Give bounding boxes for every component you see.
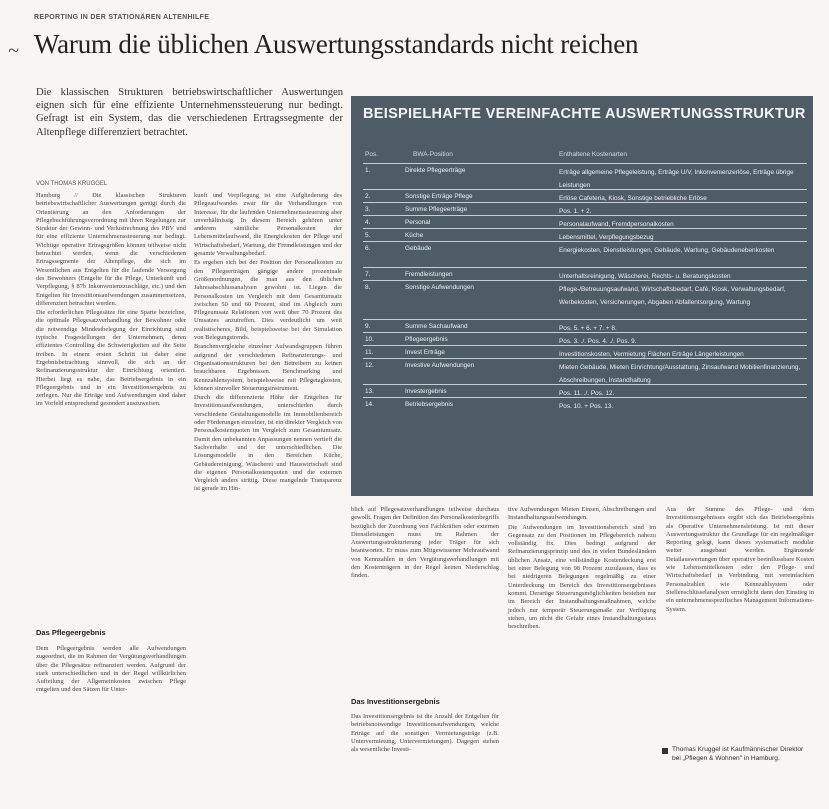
row-position: Fremdleistungen — [405, 271, 453, 278]
row-position: Gebäude — [405, 245, 432, 252]
col4-paragraph-1: tive Aufwendungen Mieten Einsen, Abschreibungen und Instandhaltungsaufwendungen. — [508, 506, 656, 522]
col2-paragraph-3: Branchenvergleiche einzelner Aufwandsgruppen führen aufgrund der verschiedenen Refinanzierungs- und Organisationsstrukturen bei den Betreibern zu keinen brauchbaren Ergebnissen. Benchmarking und Kennzahlensystem, beispielsweise mit Pflegetagkosten, können sinnvoller Steuerungsinstrument. — [194, 343, 342, 392]
row-position: Personal — [405, 219, 431, 226]
row-position: Pflegeergebnis — [405, 336, 448, 343]
header-pos: Pos. — [365, 151, 379, 158]
row-position: Sonstige Erträge Pflege — [405, 193, 473, 200]
column-1 — [36, 192, 186, 409]
table-row — [363, 267, 807, 281]
row-position: Sonstige Aufwendungen — [405, 284, 474, 291]
row-content: Personalaufwand, Fremdpersonalkosten — [559, 221, 674, 228]
row-content: Unterhaltsreinigung, Wäscherei, Rechts- u. Beratungskosten — [559, 273, 731, 280]
lead-paragraph: Die klassischen Strukturen betriebswirtschaftlicher Auswertungen eignen sich für eine effiziente Unternehmenssteuerung nur bedingt. Gefragt ist ein System, das die verschiedenen Ertragssegmente der Altenpflege differenziert betrachtet. — [36, 87, 343, 138]
row-pos: 5. — [365, 232, 371, 239]
info-box — [351, 96, 813, 496]
col4-paragraph-2: Die Aufwendungen im Investitionsbereich sind im Gegensatz zu den Positionen im Pflegebereich nahezu vollständig fix. Dies bedingt aufgrund der Refinanzierungsprinzip und des in vielen Bundesländern üblichen Ansatz, eine vollständige Kostendeckung erst bei einer Belegung von 98 Prozent zuzulassen, dass es bei niedrigeren Belegungen regelmäßig zu einer Unterdeckung im Bereich des Investitionsergebnisses kommt. Derartige Steuerungsmöglichkeiten bestehen nur im Bereich der Instandhaltungsmaßnahmen, welche jedoch nur temporär Steuerungsmaße zur Verfügung stehen, um nicht die Gefahr eines Instandhaltungsstaus beschreiben. — [508, 523, 656, 631]
table-row — [363, 163, 807, 190]
row-position: Investive Aufwendungen — [405, 362, 475, 369]
row-pos: 11. — [365, 349, 374, 356]
row-pos: 14. — [365, 401, 374, 408]
row-position: Invest Erträge — [405, 349, 445, 356]
row-position: Küche — [405, 232, 424, 239]
table-header — [363, 151, 807, 163]
header-position: BWA-Position — [413, 151, 453, 158]
header-content: Enthaltene Kostenarten — [559, 151, 627, 158]
row-content: Energiekosten, Dienstleistungen, Gebäude, Wartung, Gebäudenebenkosten — [559, 247, 775, 254]
margin-mark-icon: ~ — [8, 40, 19, 62]
table-row — [363, 384, 807, 398]
row-content: Mieten Gebäude, Mieten Einrichtung/Ausstattung, Zinsaufwand Mobilienfinanzierung, Abschreibungen, Instandhaltung — [559, 364, 801, 384]
row-pos: 9. — [365, 323, 371, 330]
table-row — [363, 397, 807, 411]
row-pos: 13. — [365, 388, 374, 395]
column-5 — [666, 506, 814, 614]
row-content: Pos. 11. ./. Pos. 12. — [559, 390, 615, 397]
row-position: Summe Sachaufwand — [405, 323, 468, 330]
table-row — [363, 345, 807, 359]
row-position: Direkte Pflegeerträge — [405, 167, 466, 174]
row-pos: 6. — [365, 245, 371, 252]
row-pos: 1. — [365, 167, 371, 174]
row-pos: 3. — [365, 206, 371, 213]
col1-paragraph-1: Hamburg // Die klassischen Strukturen betriebswirtschaftlicher Auswertungen genügt durch die Orientierung an den Anforderungen der Pflegebuchführungsverordnung mit ihren Regelungen zur Struktur der Gewinn- und Verlustrechnung des PBV und für eine effiziente Unternehmenssteuerung nur bedingt. Wichtige operative Ertragsgrößen können teilweise nicht betrachtet werden, wenn die verschiedenen Ertragssegmente der Altenpflege, die sich im Wesentlichen aus Entgelten für die laufende Versorgung des Bewohners (Entgelte für die Pflege, Unterkunft und Verpflegung, § 87b Inkonvenienzzuschläge, etc.) und den Entgelten für Investitionsaufwendungen zusammensetzen, differenziert betrachtet werden. — [36, 192, 186, 307]
row-content: Erträge allgemeine Pflegeleistung, Erträge U/V, Inkonvenienzerlöse, Erträge übrige Leistungen — [559, 169, 794, 189]
table-row — [363, 189, 807, 203]
row-pos: 4. — [365, 219, 371, 226]
row-content: Pos. 3. ./. Pos. 4. ./. Pos. 9. — [559, 338, 637, 345]
author-text: Thomas Kruggel ist Kaufmännischer Direktor bei „Pflegen & Wohnen" in Hamburg. — [672, 746, 804, 762]
table-row — [363, 332, 807, 346]
table-row — [363, 319, 807, 333]
kicker: REPORTING IN DER STATIONÄREN ALTENHILFE — [34, 14, 210, 21]
column-2 — [194, 192, 342, 494]
col1-paragraph-3: Dem Pflegeergebnis werden alle Aufwendungen zugeordnet, die im Rahmen der Vergütungsverhandlungen über die Pflegesätze refinanziert werden. Aufgrund der stark unterschiedlichen und in der Regel willkürlichen Aufteilung der Allgemeinkosten zwischen Pflege entgelten und den Sätzen für Unter- — [36, 645, 186, 694]
row-position: Investergebnis — [405, 388, 447, 395]
row-content: Pos. 5. + 6. + 7. + 8. — [559, 325, 617, 332]
col3-paragraph-2: Das Investitionsergebnis ist die Anzahl der Entgelten für betriebsnotwendige Investitionsaufwendungen, welche Erträge auf die sonstigen Vermietungsträge (z.B. Untervermietung, Untervermietungen). Dagegen stehen als wesentliche Investi- — [351, 713, 499, 754]
row-position: Betriebsergebnis — [405, 401, 453, 408]
row-content: Pflege-/Betreuungsaufwand, Wirtschaftsbedarf, Café, Kiosk, Verwaltungsbedarf, Werbekosten, Versicherungen, Abgaben Abfallentsorgung, Wartung — [559, 286, 786, 306]
row-content: Erlöse Cafeteria, Kiosk, Sonstige betriebliche Erlöse — [559, 195, 707, 202]
row-content: Lebensmittel, Verpflegungsbezug — [559, 234, 654, 241]
col5-paragraph-1: Aus der Summe des Pflege- und dem Investitionsergebnisses ergibt sich das Betriebsergebnis als Operative Unternehmensleistung. Ist mit dieser Auswertungsstruktur die Grundlage für ein regelmäßiger Reporting gelegt, kann dieses systematisch modular weiter ausgebaut werden. Ergänzende Detailauswertungen über operative beeinflussbare Kosten wie Lebensmittelkosten oder den Pflege- und Wirtschaftsbedarf in Verbindung mit vereinfachten Personalzahlen wie Kennzahlsystem oder Stellenschlüsselanalysen ermöglicht dann den Einstieg in ein unternehmensspezifisches Management Informations-System. — [666, 506, 814, 613]
table-row — [363, 202, 807, 216]
byline: VON THOMAS KRUGGEL — [36, 181, 108, 187]
col1-heading: Das Pflegeergebnis — [36, 628, 106, 637]
box-title: BEISPIELHAFTE VEREINFACHTE AUSWERTUNGSSTRUKTUR — [363, 106, 806, 122]
col2-paragraph-4: Durch die differenzierte Höhe der Entgelten für Investitionsaufwendungen, unterschieden durch verschiedene Gestaltungsmodelle im Immobilienbereich oder Förderungen einzelner, ist ein direkter Vergleich von Personalkostenquoten im Vergleich zum Gesamtumsatz. Damit den unbekannten Anpassungen nennen vertieft die Sachverhalte und der unterschiedlichen. Die Lösungsmodelle in den Bereichen Küche, Gebäudereinigung, Wäscherei und Hauswirtschaft sind die eigenen Personalkostenquoten und die externen Vergleich anders strittig. Diese mangelnde Transparenz ist gerade im Hin- — [194, 394, 342, 493]
row-content: Investitionskosten, Vermietung Flächen Erträge Längerleistungen — [559, 351, 744, 358]
col2-paragraph-1: kunft und Verpflegung ist eine Aufgliederung des Pflegeaufwandes zwar für die Verhandlungen von Interesse, für die laufenden Unternehmenssteuerung aber unverhältnissig. In diesem Bereich gehören unter anderem sämtliche Personalkosten der Lebensmittelaufwand, die Energiekosten der Pflege und Wirtschaftsbedarf, Wartung, die Fremdleistungen und der gesamte Verwaltungsbedarf. — [194, 192, 342, 258]
table-row — [363, 228, 807, 242]
row-pos: 2. — [365, 193, 371, 200]
column-3 — [351, 506, 499, 581]
table-row — [363, 358, 807, 385]
row-content: Pos. 10. + Pos. 13. — [559, 403, 614, 410]
col3-paragraph-1: blick auf Pflegesatzverhandlungen teilweise durchaus gewollt. Fragen der Definition des Personalkostenbegriffs bezüglich der Zuordnung von Fachkräften oder externen Dienstleistungen muss im Rahmen der Auswertungsstrukturierung jeder Träger für sich beantworten. Er muss zum Mitgewissener Mehraufwand von Kennzahlen in den Vergütungsverhandlungen mit den Kostenträgern in der Regel keinen Niederschlag finden. — [351, 506, 499, 580]
table-row — [363, 215, 807, 229]
row-pos: 7. — [365, 271, 371, 278]
row-pos: 8. — [365, 284, 371, 291]
row-content: Pos. 1. + 2. — [559, 208, 592, 215]
column-4 — [508, 506, 656, 631]
table-row — [363, 280, 807, 320]
col3-heading: Das Investitionsergebnis — [351, 697, 440, 706]
table-row — [363, 241, 807, 268]
author-bullet-icon — [662, 748, 668, 754]
author-note — [672, 746, 812, 763]
row-pos: 10. — [365, 336, 374, 343]
row-pos: 12. — [365, 362, 374, 369]
headline: Warum die üblichen Auswertungsstandards nicht reichen — [34, 29, 639, 59]
col1-paragraph-2: Die erforderlichen Pflegesätze für eine Sparte bezeichne, die optimale Pflegesatzverhandlung der Bewohner oder die notwendige Mindestbelegung der Einrichtung sind typische Fragestellungen der Unternehmen, deren effizientes Controlling die Schwierigkeiten auf die Seite treiben. In einem ersten Schritt ist daher eine Ergebnisbetrachtung sinnvoll, die sich an der Refinanzierungsstruktur der Einrichtung orientiert. Hierbei liegt es nahe, das Betriebsergebnis in ein Pflegeergebnis und in ein Investitionsergebnis zu zerlegen. Nur die Erträge und Aufwendungen sind daher im Vorfeld entsprechend gesondert auszuweisen. — [36, 309, 186, 408]
row-position: Summe Pflegeerträge — [405, 206, 468, 213]
col2-paragraph-2: Es ergeben sich bei der Position der Personalkosten zu den Pflegeerträgen gängige andere prozentuale Größenordnungen, die man aus den üblichen Jahresabschlussanalysen gewohnt ist. Liegen die Personalkosten im Vergleich mit dem Gesamtumsatz zwischen 50 und 60 Prozent, sind im Abgleich zum Pflegeumsatz Relationen von weit über 70 Prozent des Umsatzes anzutreffen. Dies verdeutlicht um weit realistischeres, Bild, beispielsweise bei der Simulation von Belegungstrends. — [194, 259, 342, 342]
